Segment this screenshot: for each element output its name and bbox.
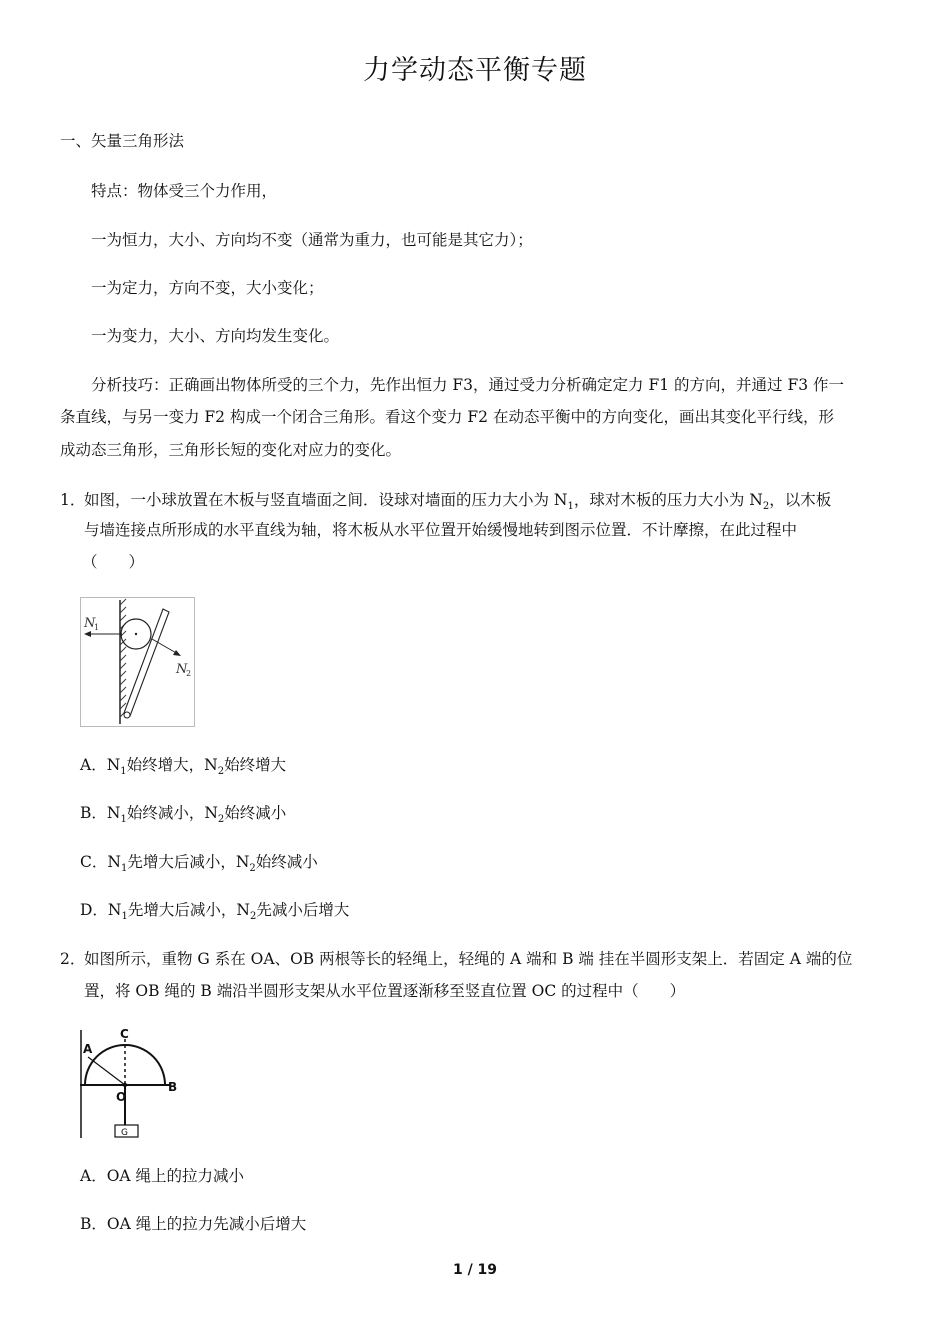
question-number: 1． bbox=[60, 491, 86, 509]
option-a: A．$N_1$始终增大，$N_2$始终增大 bbox=[80, 756, 287, 777]
section-heading: 一、矢量三角形法 bbox=[60, 132, 185, 150]
svg-text:1: 1 bbox=[94, 623, 100, 632]
svg-text:2: 2 bbox=[186, 669, 192, 678]
board bbox=[124, 609, 169, 716]
feature-line: 一为恒力，大小、方向均不变（通常为重力，也可能是其它力）； bbox=[91, 231, 533, 249]
question-text: 置，将 OB 绳的 B 端沿半圆形支架从水平位置逐渐移至竖直位置 OC 的过程中（ ） bbox=[84, 982, 686, 1000]
feature-line: 一为定力，方向不变，大小变化； bbox=[91, 279, 324, 297]
question-number: 2． bbox=[60, 950, 86, 968]
page-title: 力学动态平衡专题 bbox=[363, 55, 587, 86]
answer-blank: （ ） bbox=[82, 553, 145, 571]
feature-line: 一为变力，大小、方向均发生变化。 bbox=[91, 327, 340, 345]
label-g: G bbox=[121, 1128, 128, 1138]
feature-line: 特点：物体受三个力作用， bbox=[91, 182, 278, 200]
label-a: A bbox=[83, 1042, 93, 1056]
analysis-line: 条直线，与另一变力 F2 构成一个闭合三角形。看这个变力 F2 在动态平衡中的方向变化，画出其变化平行线，形 bbox=[60, 408, 834, 426]
label-c: C bbox=[120, 1027, 129, 1041]
semicircle-support-diagram bbox=[80, 1027, 180, 1139]
question-text: 如图所示，重物 G 系在 OA、OB 两根等长的轻绳上，轻绳的 A 端和 B 端 挂在半圆形支架上．若固定 A 端的位 bbox=[84, 950, 853, 968]
option-d: D．$N_1$先增大后减小，$N_2$先减小后增大 bbox=[80, 901, 350, 922]
question-text: 如图，一小球放置在木板与竖直墙面之间．设球对墙面的压力大小为 $N_1$，球对木板的压力大小为 $N_2$，以木板 bbox=[84, 491, 832, 512]
analysis-line: 成动态三角形，三角形长短的变化对应力的变化。 bbox=[60, 441, 402, 459]
q2-figure bbox=[80, 1027, 180, 1139]
wall-hatching bbox=[120, 599, 126, 717]
analysis-line: 分析技巧：正确画出物体所受的三个力，先作出恒力 F3，通过受力分析确定定力 F1 的方向，并通过 F3 作一 bbox=[91, 376, 844, 394]
oa-rope bbox=[88, 1057, 125, 1085]
n1-label: N bbox=[84, 616, 96, 631]
option-b: B．$N_1$始终减小，$N_2$始终减小 bbox=[80, 804, 287, 825]
label-o: O bbox=[116, 1090, 127, 1104]
option-b: B．OA 绳上的拉力先减小后增大 bbox=[80, 1215, 307, 1233]
label-b: B bbox=[168, 1080, 178, 1094]
option-a: A．OA 绳上的拉力减小 bbox=[80, 1167, 245, 1185]
n2-label: N bbox=[176, 662, 188, 677]
ball-board-diagram bbox=[80, 597, 195, 727]
page-number: 1 / 19 bbox=[452, 1262, 498, 1278]
q1-figure bbox=[80, 597, 195, 727]
question-text: 与墙连接点所形成的水平直线为轴，将木板从水平位置开始缓慢地转到图示位置．不计摩擦，在此过程中 bbox=[84, 521, 798, 539]
option-c: C．$N_1$先增大后减小，$N_2$始终减小 bbox=[80, 853, 318, 874]
